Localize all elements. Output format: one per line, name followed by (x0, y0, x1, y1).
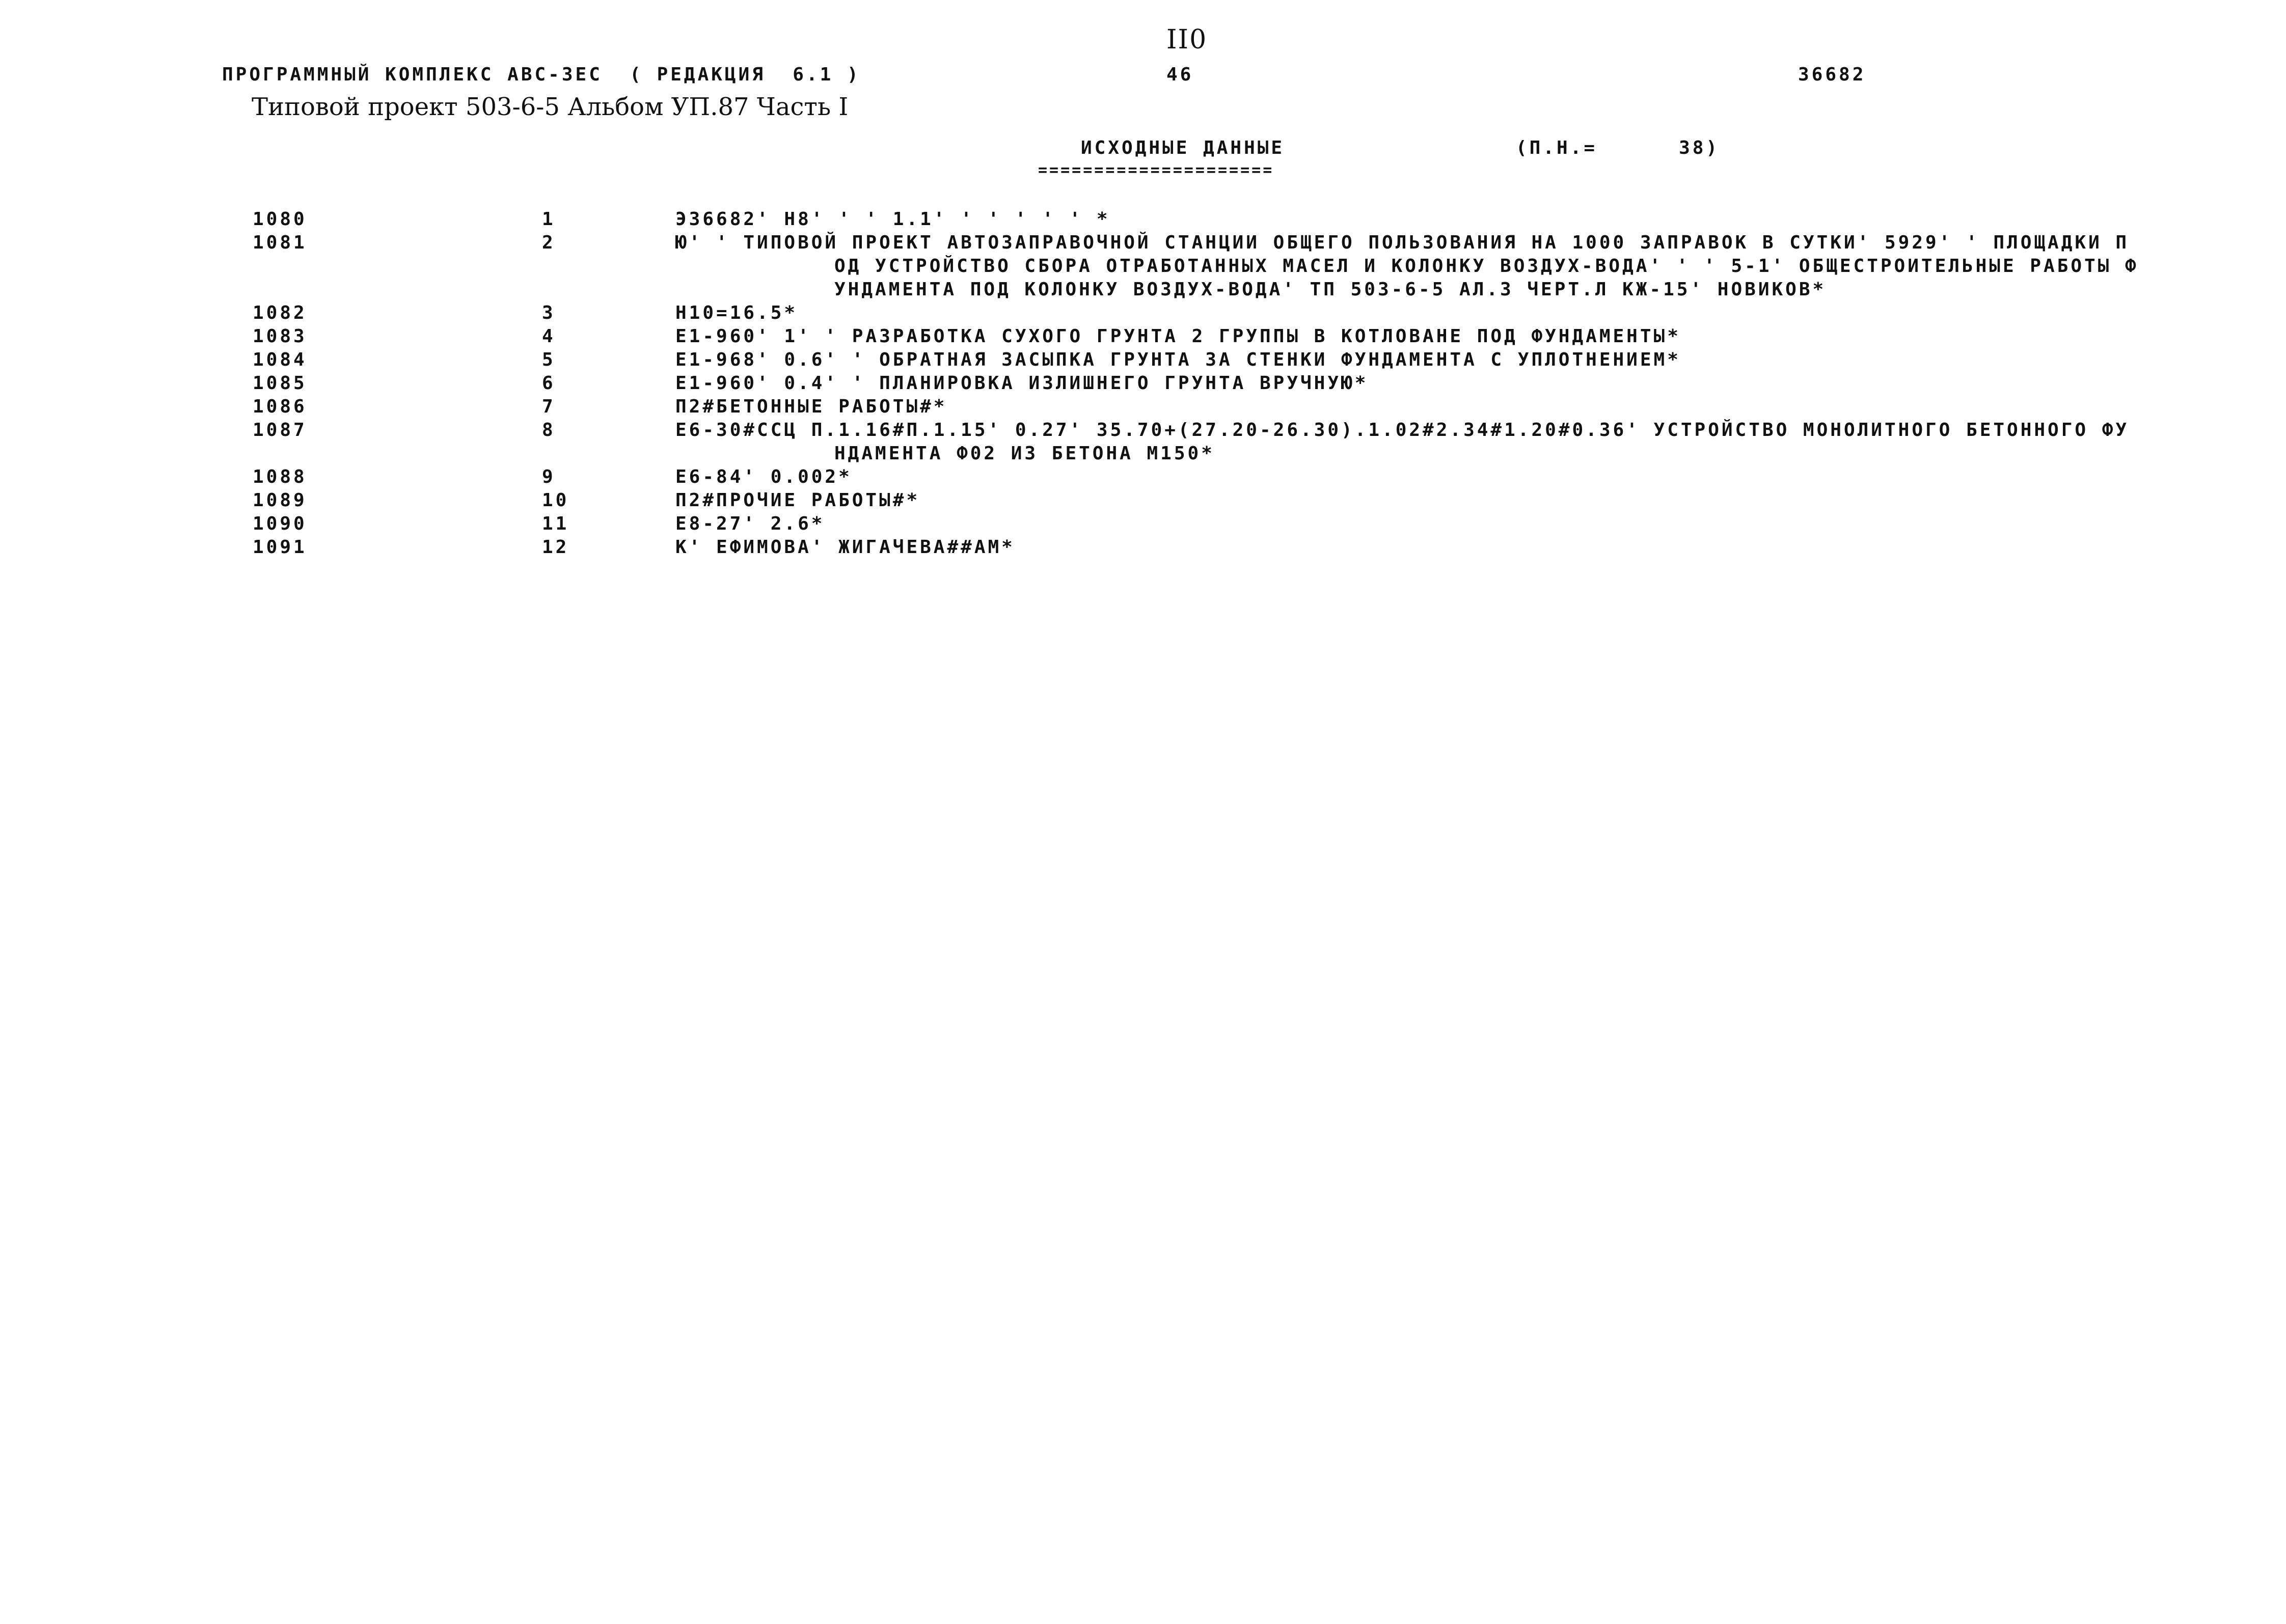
line-number: 1081 (253, 232, 307, 253)
line-number: 1082 (253, 302, 307, 323)
sequence-number: 4 (542, 326, 556, 347)
sequence-number: 2 (542, 232, 556, 253)
record-text (675, 231, 2147, 301)
sequence-number: 1 (542, 209, 556, 230)
record-text-line: Э36682' Н8' ' ' 1.1' ' ' ' ' ' * (675, 209, 1110, 230)
table-row (253, 325, 2147, 348)
sequence-number: 11 (542, 513, 569, 534)
line-number: 1085 (253, 373, 307, 394)
sequence-number: 10 (542, 490, 569, 511)
line-number: 1086 (253, 396, 307, 417)
record-text-line: Е1-968' 0.6' ' ОБРАТНАЯ ЗАСЫПКА ГРУНТА ЗА СТЕНКИ ФУНДАМЕНТА С УПЛОТНЕНИЕМ* (675, 349, 1681, 370)
table-row (253, 489, 2147, 512)
table-row (253, 301, 2147, 325)
record-text-continuation: УНДАМЕНТА ПОД КОЛОНКУ ВОЗДУХ-ВОДА' ТП 503-6-5 АЛ.3 ЧЕРТ.Л КЖ-15' НОВИКОВ* (834, 279, 1827, 300)
record-text (675, 325, 2147, 348)
project-title: Типовой проект 503-6-5 Альбом УП.87 Часть I (252, 93, 849, 121)
table-row (253, 395, 2147, 419)
section-title-underline: ===================== (1038, 161, 1274, 179)
record-text (675, 419, 2147, 465)
sequence-number: 3 (542, 302, 556, 323)
record-text-continuation: НДАМЕНТА Ф02 ИЗ БЕТОНА М150* (834, 443, 1215, 464)
record-text (675, 301, 2147, 325)
record-text-line: Е8-27' 2.6* (675, 513, 825, 534)
record-text-line: Ю' ' ТИПОВОЙ ПРОЕКТ АВТОЗАПРАВОЧНОЙ СТАНЦИИ ОБЩЕГО ПОЛЬЗОВАНИЯ НА 1000 ЗАПРАВОК В СУТКИ' 5929' ' ПЛОЩАДКИ П (675, 232, 2130, 253)
sheet-number: 46 (1166, 64, 1194, 85)
table-row (253, 348, 2147, 372)
table-row (253, 419, 2147, 465)
sequence-number: 7 (542, 396, 556, 417)
table-row (253, 208, 2147, 231)
record-text-continuation: ОД УСТРОЙСТВО СБОРА ОТРАБОТАННЫХ МАСЕЛ И КОЛОНКУ ВОЗДУХ-ВОДА' ' ' 5-1' ОБЩЕСТРОИТЕЛЬНЫЕ РАБОТЫ Ф (834, 256, 2139, 277)
source-data-table (253, 208, 2147, 559)
record-text (675, 348, 2147, 372)
line-number: 1090 (253, 513, 307, 534)
section-title: ИСХОДНЫЕ ДАННЫЕ (1081, 137, 1285, 158)
record-text-line: Е1-960' 1' ' РАЗРАБОТКА СУХОГО ГРУНТА 2 ГРУППЫ В КОТЛОВАНЕ ПОД ФУНДАМЕНТЫ* (675, 326, 1681, 347)
page-number: II0 (1166, 24, 1208, 55)
record-text-line: П2#ПРОЧИЕ РАБОТЫ#* (675, 490, 920, 511)
record-text-line: Е6-30#ССЦ П.1.16#П.1.15' 0.27' 35.70+(27.20-26.30).1.02#2.34#1.20#0.36' УСТРОЙСТВО МОНОЛИТНОГО БЕТОННОГО ФУ (675, 420, 2130, 441)
document-number: 36682 (1798, 64, 1866, 85)
sequence-number: 6 (542, 373, 556, 394)
table-row (253, 372, 2147, 395)
record-text (675, 512, 2147, 536)
record-text (675, 536, 2147, 559)
record-text-line: К' ЕФИМОВА' ЖИГАЧЕВА##АМ* (675, 537, 1015, 558)
sequence-number: 9 (542, 466, 556, 487)
record-text-line: Е6-84' 0.002* (675, 466, 852, 487)
record-text-line: Н10=16.5* (675, 302, 798, 323)
record-text-line: Е1-960' 0.4' ' ПЛАНИРОВКА ИЗЛИШНЕГО ГРУНТА ВРУЧНУЮ* (675, 373, 1369, 394)
line-number: 1083 (253, 326, 307, 347)
sequence-number: 5 (542, 349, 556, 370)
program-header: ПРОГРАММНЫЙ КОМПЛЕКС АВС-ЗЕС ( РЕДАКЦИЯ 6.1 ) (222, 64, 861, 85)
record-text (675, 395, 2147, 419)
record-text (675, 465, 2147, 489)
record-text (675, 208, 2147, 231)
sequence-number: 12 (542, 537, 569, 558)
record-text (675, 489, 2147, 512)
line-number: 1089 (253, 490, 307, 511)
line-number: 1080 (253, 209, 307, 230)
line-number: 1088 (253, 466, 307, 487)
table-row (253, 231, 2147, 301)
line-number: 1084 (253, 349, 307, 370)
table-row (253, 512, 2147, 536)
table-row (253, 536, 2147, 559)
record-text-line: П2#БЕТОННЫЕ РАБОТЫ#* (675, 396, 947, 417)
record-text (675, 372, 2147, 395)
sequence-number: 8 (542, 420, 556, 441)
sheet-reference: (П.Н.= 38) (1516, 137, 1720, 158)
table-row (253, 465, 2147, 489)
line-number: 1087 (253, 420, 307, 441)
line-number: 1091 (253, 537, 307, 558)
